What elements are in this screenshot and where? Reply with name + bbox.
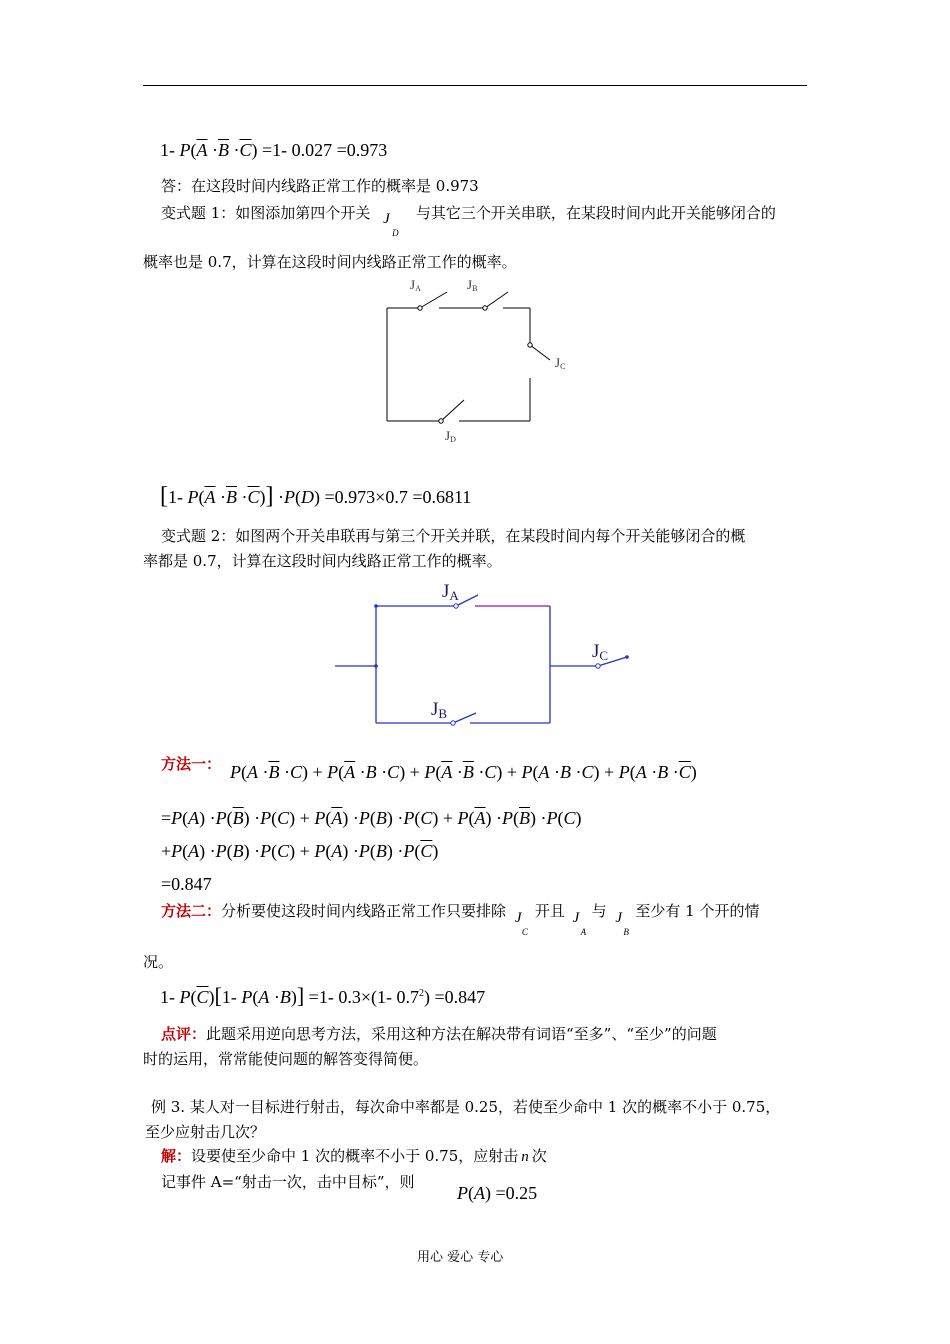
equation-2: [1- $P(\overline{A} \cdot\overline{B} \cdot\overline{C})] \cdot P(D) =0.973\times 0.7 =0.6811$ <box>160 483 472 509</box>
method-1-line-4: =0.847 <box>161 874 212 894</box>
circuit-diagram-2 <box>330 575 640 735</box>
circuit2-label-jc: JC <box>592 641 609 663</box>
method-1-label: 方法一： <box>161 755 222 773</box>
switch-ja-symbol: J A <box>572 910 587 937</box>
method-1-line-2: $=P(A) \cdot P(\overline{B}) \cdot P(C) + P(\overline{A}) \cdot P(B) \cdot P(C) + P(\overline{A}) \cdot P(\overline{B}) \cdot P(C)$ <box>161 808 582 828</box>
comment-line-1: 点评：此题采用逆向思考方法，采用这种方法在解决带有词语“至多”、“至少”的问题 <box>161 1025 717 1043</box>
solution-line: 解：设要使至少命中 1 次的概率不小于 0.75，应射击 n 次 <box>161 1147 547 1165</box>
equation-3: 1- $P(\overline{C})[1-$ P(A ·B)] =1- 0.3×(1- $0.7^2) =0.847$ <box>160 983 486 1008</box>
circuit1-label-ja: JA <box>410 277 421 293</box>
method-2-line-1: 方法二：分析要使这段时间内线路正常工作只要排除 J C 开且 J A 与 J B 至少有 1 个开的情 <box>161 902 760 937</box>
method-2-line-2: 况。 <box>143 953 174 971</box>
equation-1: 1- $P(\overline{A} \cdot\overline{B} \cdot\overline{C}) =1-$ 0.027 =0.973 <box>160 140 388 160</box>
switch-jc-symbol: J C <box>514 910 528 937</box>
circuit1-label-jc: JC <box>555 355 566 371</box>
answer-1: 答：在这段时间内线路正常工作的概率是 0.973 <box>161 177 479 195</box>
example-3-line-2: 至少应射击几次？ <box>145 1123 266 1141</box>
comment-line-2: 时的运用，常常能使问题的解答变得简便。 <box>143 1050 429 1068</box>
event-line: 记事件 A=“射击一次，击中目标”，则 <box>161 1173 415 1191</box>
circuit-diagram-1 <box>375 275 585 450</box>
switch-jb-symbol: J B <box>615 910 629 937</box>
method-1-line-3: $+P(A) \cdot P(B) \cdot P(C) + P(A) \cdot P(B) \cdot P(\overline{C})$ <box>161 841 439 861</box>
page-footer: 用心 爱心 专心 <box>417 1250 504 1265</box>
circuit2-label-ja: JA <box>442 581 459 603</box>
header-rule <box>143 85 807 86</box>
circuit1-label-jb: JB <box>467 277 478 293</box>
variant-1-line-1 <box>161 203 776 238</box>
method-1-line-1: $P(A \cdot\overline{B} \cdot C) + P(\overline{A} \cdot B \cdot C) + P(\overline{A} \cdot\overline{B} \cdot C) + P(A \cdot B \cdot C) + P(A \cdot B \cdot\overline{C})$ <box>230 762 697 782</box>
example-3-line-1: 例 3. 某人对一目标进行射击，每次命中率都是 0.25，若使至少命中 1 次的概率不小于 0.75， <box>151 1098 781 1116</box>
variant-1-line-2: 概率也是 0.7，计算在这段时间内线路正常工作的概率。 <box>143 253 517 271</box>
variant-1-lead: 变式题 1：如图添加第四个开关 <box>161 204 371 222</box>
switch-jd-symbol: J D <box>383 211 399 238</box>
circuit1-label-jd: JD <box>445 428 456 444</box>
variant-2-line-1: 变式题 2：如图两个开关串联再与第三个开关并联，在某段时间内每个开关能够闭合的概 <box>161 527 746 545</box>
event-equation: P(A) =0.25 <box>457 1183 538 1203</box>
variant-1-mid: 与其它三个开关串联，在某段时间内此开关能够闭合的 <box>415 204 776 222</box>
variant-2-line-2: 率都是 0.7，计算在这段时间内线路正常工作的概率。 <box>143 552 502 570</box>
circuit2-label-jb: JB <box>431 699 448 721</box>
